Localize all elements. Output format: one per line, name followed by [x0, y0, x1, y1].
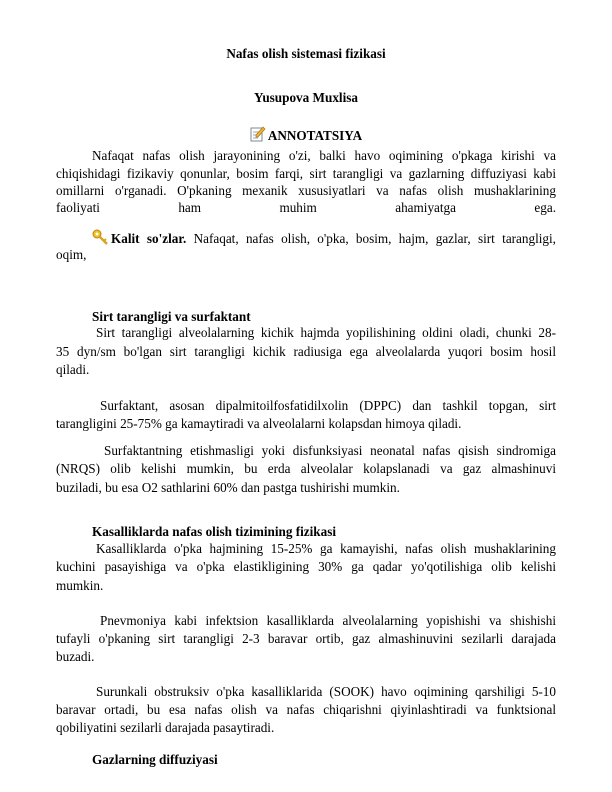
s1-p1-line-3: qiladi. — [56, 362, 90, 377]
memo-pencil-icon — [250, 126, 266, 146]
section-heading-diseases: Kasalliklarda nafas olish tizimining fizikasi — [92, 524, 337, 539]
s2-p3-line-3: qobiliyatini sezilarli darajada pasaytiradi. — [56, 720, 275, 735]
s1-p2-line-1: Surfaktant, asosan dipalmitoilfosfatidilxolin (DPPC) dan tashkil topgan, sirt — [100, 398, 556, 413]
s2-p2-line-2: tufayli o'pkaning sirt tarangligi 2-3 baravar ortib, gaz almashinuvini sezilarli darajada — [56, 631, 556, 646]
annotation-line-3: omillarni o'rganadi. O'pkaning mexanik xususiyatlari va nafas olish mushaklarining — [56, 183, 556, 198]
section-heading-gas-diffusion: Gazlarning diffuziyasi — [92, 752, 218, 767]
s1-p1-line-1: Sirt tarangligi alveolalarning kichik hajmda yopilishining oldini oladi, chunki 28- — [96, 325, 556, 340]
keywords-line-2: oqim, — [56, 247, 87, 262]
s2-p3-line-2: baravar ortadi, bu esa nafas olish va nafas chiqarishni qiyinlashtiradi va funktsional — [56, 702, 556, 717]
keywords-text: Nafaqat, nafas olish, o'pka, bosim, hajm, gazlar, sirt tarangligi, — [186, 231, 556, 246]
keywords-label: Kalit so'zlar. — [111, 231, 187, 246]
s2-p1-line-2: kuchini pasayishiga va o'pka elastikligining 30% ga qadar yo'qotilishiga olib kelishi — [56, 559, 556, 574]
s1-p3-line-3: buziladi, bu esa O2 sathlarini 60% dan pastga tushirishi mumkin. — [56, 480, 400, 495]
annotation-line-1: Nafaqat nafas olish jarayonining o'zi, balki havo oqimining o'pkaga kirishi va — [92, 148, 556, 163]
s2-p1-line-1: Kasalliklarda o'pka hajmining 15-25% ga kamayishi, nafas olish mushaklarining — [96, 541, 556, 556]
s1-p3-line-2: (NRQS) olib kelishi mumkin, bu erda alveolalar kolapslanadi va gaz almashinuvi — [56, 461, 556, 476]
author-name: Yusupova Muxlisa — [254, 90, 358, 105]
s1-p1-line-2: 35 dyn/sm bo'lgan sirt tarangligi kichik radiusiga ega alveolalarda yuqori bosim hosil — [56, 344, 556, 359]
annotation-line-2: chiqishidagi fizikaviy qonunlar, bosim farqi, sirt tarangligi va gazlarning diffuziyasi kabi — [56, 166, 556, 181]
annotation-line-4: faoliyati ham muhim ahamiyatga ega. — [56, 200, 556, 215]
s1-p3-line-1: Surfaktantning etishmasligi yoki disfunksiyasi neonatal nafas qisish sindromiga — [104, 443, 556, 458]
document-title: Nafas olish sistemasi fizikasi — [226, 46, 386, 61]
s2-p2-line-3: buzadi. — [56, 649, 95, 664]
s2-p3-line-1: Surunkali obstruksiv o'pka kasalliklarida (SOOK) havo oqimining qarshiligi 5-10 — [96, 684, 556, 699]
s2-p2-line-1: Pnevmoniya kabi infektsion kasalliklarda alveolalarning yopishishi va shishishi — [100, 613, 556, 628]
section-heading-surface-tension: Sirt tarangligi va surfaktant — [92, 309, 251, 324]
annotation-heading-row — [56, 126, 556, 146]
s2-p1-line-3: mumkin. — [56, 578, 104, 593]
annotation-heading: ANNOTATSIYA — [267, 128, 363, 143]
s1-p2-line-2: tarangligini 25-75% ga kamaytiradi va alveolalarni kolapsdan himoya qiladi. — [56, 416, 462, 431]
